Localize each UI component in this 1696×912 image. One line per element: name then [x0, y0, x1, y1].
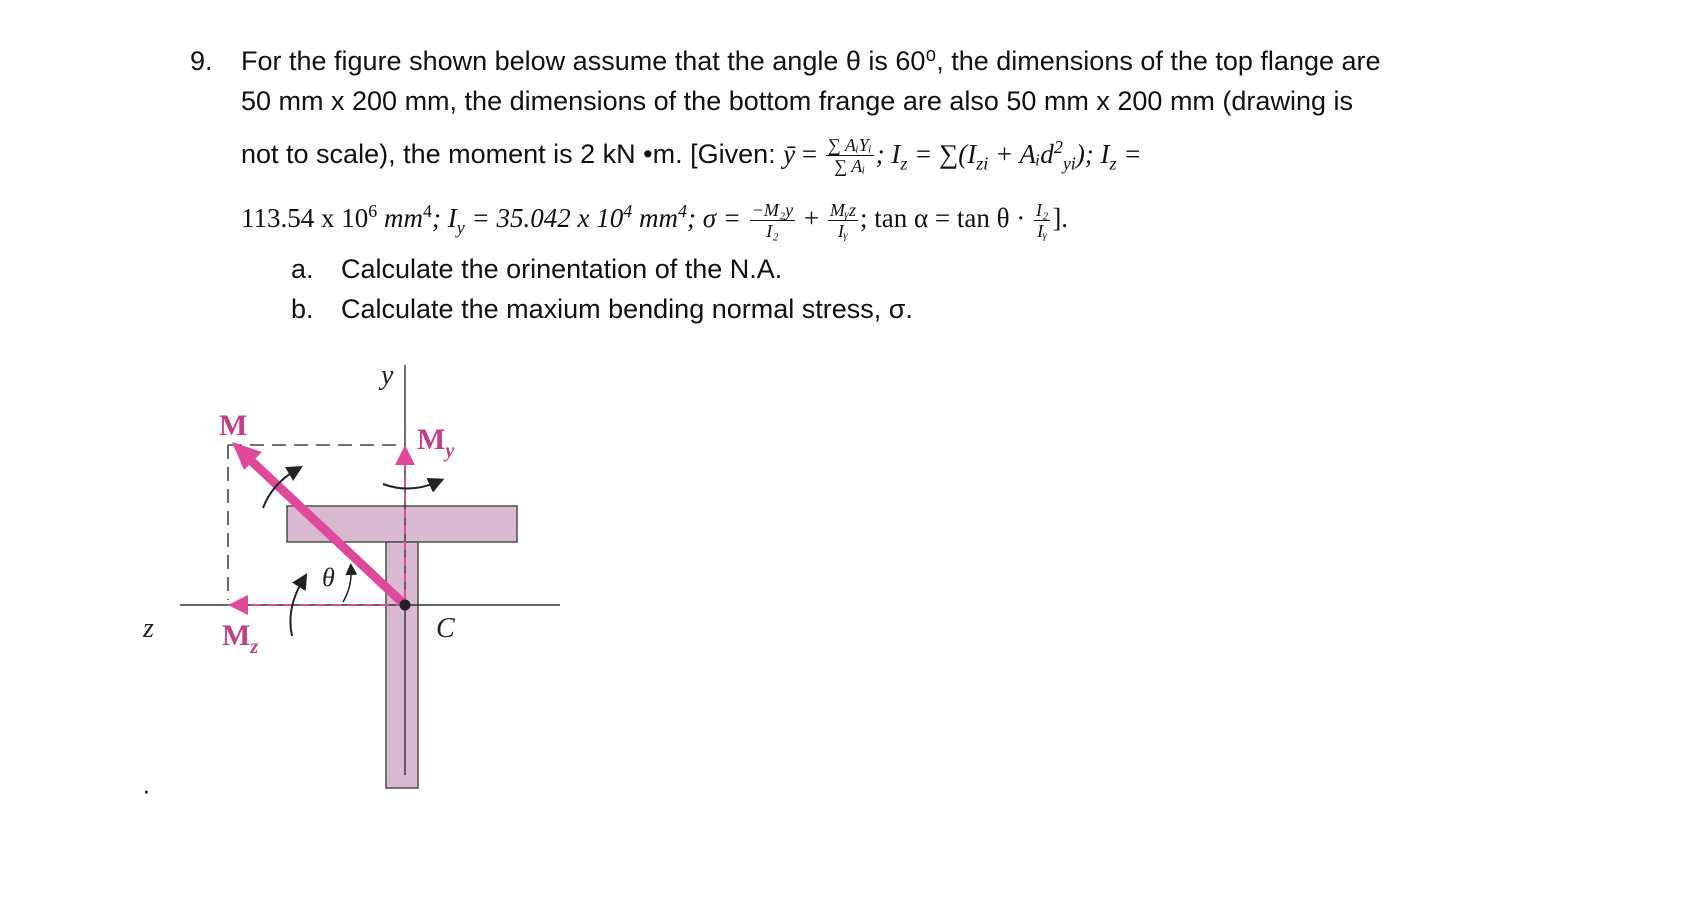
centroid-point [400, 600, 411, 611]
label-my: $M_y$ [417, 423, 455, 462]
my-rotation-arrow [383, 482, 437, 489]
iy-value: ; $I_y = 35.042$ x $10^4$ $mm^4$ [432, 201, 687, 238]
part-b-text: Calculate the maxium bending normal stress, σ. [341, 294, 913, 324]
ybar-symbol: ȳ [783, 139, 796, 169]
line3-text: not to scale), the moment is 2 kN •m. [Given: [241, 139, 784, 169]
label-c: C [436, 613, 455, 644]
iz-formula: ; $I_z = \sum(I_{zi}$ + Aᵢd$^2_{yi}$); $I_z$ = [875, 137, 1142, 174]
label-mz: $M_z$ [222, 619, 259, 658]
label-m: M [219, 409, 248, 442]
footer-dot: · [142, 775, 151, 805]
bracket-close: ]. [1052, 203, 1069, 233]
sigma-formula: ; σ = [686, 203, 748, 233]
label-y: y [381, 360, 394, 391]
label-z: z [143, 613, 154, 644]
tan-fraction: $\frac{\text{I₂}}{\text{Iᵧ}}$ [1036, 200, 1049, 242]
mz-rotation-arrow [290, 580, 303, 636]
label-theta: θ [322, 563, 335, 592]
theta-arc [343, 569, 351, 602]
part-a-label: a. [291, 254, 314, 284]
problem-line-1: For the figure shown below assume that the angle θ is 60⁰, the dimensions of the top flange are [241, 46, 1381, 76]
problem-number: 9. [190, 46, 213, 76]
iz-value: 113.54 x $10^6$ $mm^4$ [241, 201, 432, 233]
ybar-numerator: ∑ AᵢYᵢ [827, 135, 872, 156]
tan-formula: ; tan α = tan θ · [860, 203, 1033, 233]
web [386, 542, 418, 788]
sigma-fraction-2: $\frac{\text{Mᵧz}}{\text{Iᵧ}}$ [829, 200, 857, 242]
sigma-fraction-1: $\frac{\text{−M₂y}}{\text{I₂}}$ [751, 200, 794, 242]
ybar-denominator: ∑ Aᵢ [834, 156, 866, 177]
part-a-text: Calculate the orinentation of the N.A. [341, 254, 783, 284]
problem-line-2: 50 mm x 200 mm, the dimensions of the bottom frange are also 50 mm x 200 mm (drawing is [241, 86, 1353, 116]
part-b-label: b. [291, 294, 314, 324]
plus-sign: + [797, 203, 826, 233]
equals-sign: = [801, 139, 818, 169]
